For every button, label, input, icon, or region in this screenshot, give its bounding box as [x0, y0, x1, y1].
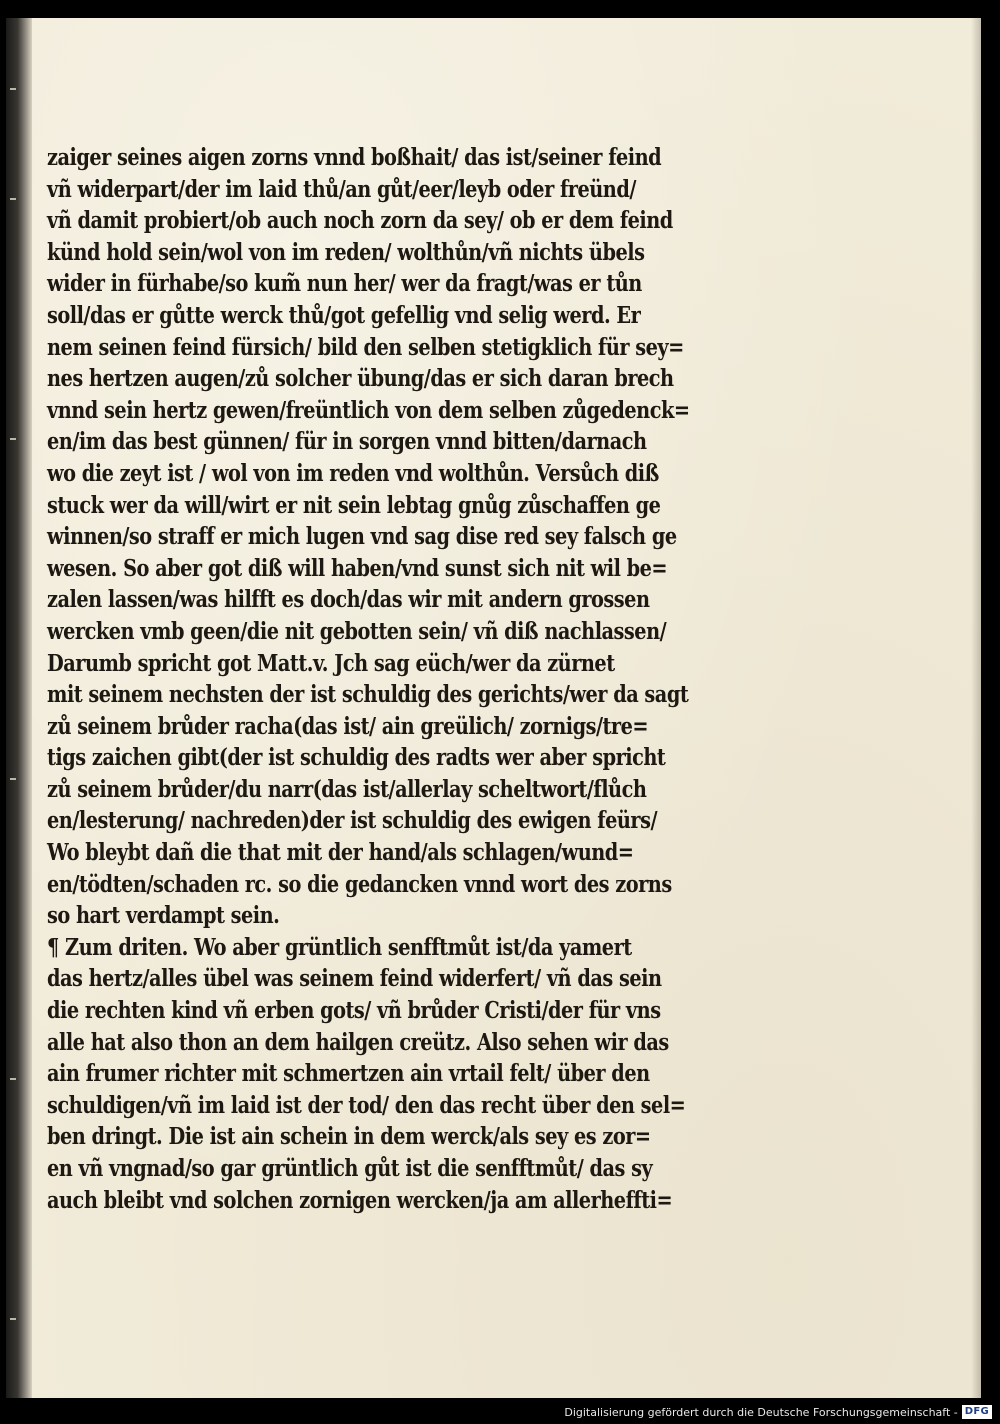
text-line: nes hertzen augen/zů solcher übung/das er sich daran brech: [47, 365, 674, 393]
text-line: ben dringt. Die ist ain schein in dem werck/als sey es zor=: [47, 1123, 651, 1151]
page-edge-shadow: [971, 18, 981, 1398]
text-line: künd hold sein/wol von im reden/ wolthůn/vñ nichts übels: [47, 238, 645, 266]
text-line: das hertz/alles übel was seinem feind widerfert/ vñ das sein: [47, 965, 662, 993]
text-line: schuldigen/vñ im laid ist der tod/ den das recht über den sel=: [47, 1091, 686, 1119]
text-line: winnen/so straff er mich lugen vnd sag dise red sey falsch ge: [47, 523, 677, 551]
text-line: zů seinem brůder/du narr(das ist/allerlay scheltwort/flůch: [47, 775, 647, 803]
funding-notice: Digitalisierung gefördert durch die Deutsche Forschungsgemeinschaft -: [564, 1405, 958, 1419]
text-line: zaiger seines aigen zorns vnnd boßhait/ das ist/seiner feind: [47, 144, 662, 171]
text-line: wider in fürhabe/so kum̃ nun her/ wer da fragt/was er tůn: [47, 270, 642, 298]
text-line: so hart verdampt sein.: [47, 902, 280, 930]
gutter-speck: [10, 88, 16, 90]
footer: [564, 1404, 992, 1420]
text-line: en/tödten/schaden rc. so die gedancken vnnd wort des zorns: [47, 870, 672, 898]
gutter-speck: [10, 438, 16, 440]
text-line: vnnd sein hertz gewen/freüntlich von dem selben zůgedenck=: [47, 396, 690, 424]
text-line: mit seinem nechsten der ist schuldig des gerichts/wer da sagt: [47, 681, 689, 709]
text-line: auch bleibt vnd solchen zornigen wercken/ja am allerheffti=: [47, 1186, 673, 1214]
text-line: zalen lassen/was hilfft es doch/das wir mit andern grossen: [47, 586, 650, 614]
text-line: ¶ Zum driten. Wo aber grüntlich senfftmůt ist/da yamert: [47, 933, 632, 961]
gutter-speck: [10, 1078, 16, 1080]
text-line: en/lesterung/ nachreden)der ist schuldig des ewigen feürs/: [47, 807, 658, 835]
text-line: en vñ vngnad/so gar grüntlich gůt ist die senfftmůt/ das sy: [47, 1155, 653, 1182]
text-line: ain frumer richter mit schmertzen ain vrtail felt/ über den: [47, 1060, 650, 1088]
dfg-logo: DFG: [962, 1405, 992, 1419]
text-line: Darumb spricht got Matt.v. Jch sag eüch/wer da zürnet: [47, 649, 615, 677]
text-line: tigs zaichen gibt(der ist schuldig des radts wer aber spricht: [47, 744, 666, 772]
text-line: wesen. So aber got diß will haben/vnd sunst sich nit wil be=: [47, 554, 668, 582]
text-line: vñ widerpart/der im laid thů/an gůt/eer/leyb oder freünd/: [47, 175, 636, 203]
text-line: stuck wer da will/wirt er nit sein lebtag gnůg zůschaffen ge: [47, 491, 661, 519]
gutter-speck: [10, 778, 16, 780]
gutter-speck: [10, 198, 16, 200]
text-line: Wo bleybt dañ die that mit der hand/als schlagen/wund=: [47, 839, 634, 867]
text-line: soll/das er gůtte werck thů/got gefellig vnd selig werd. Er: [47, 301, 641, 329]
text-line: en/im das best günnen/ für in sorgen vnnd bitten/darnach: [47, 428, 647, 456]
text-line: alle hat also thon an dem hailgen creütz. Also sehen wir das: [47, 1028, 669, 1056]
text-line: wo die zeyt ist / wol von im reden vnd wolthůn. Versůch diß: [47, 459, 659, 487]
gutter-speck: [10, 1318, 16, 1320]
text-line: zů seinem brůder racha(das ist/ ain greülich/ zornigs/tre=: [47, 712, 649, 740]
text-line: vñ damit probiert/ob auch noch zorn da sey/ ob er dem feind: [47, 207, 673, 235]
text-line: nem seinen feind fürsich/ bild den selben stetigklich für sey=: [47, 333, 684, 361]
text-line: wercken vmb geen/die nit gebotten sein/ vñ diß nachlassen/: [47, 617, 667, 645]
body-text: [47, 142, 767, 1216]
book-page: [6, 18, 981, 1398]
text-line: die rechten kind vñ erben gots/ vñ brůder Cristi/der für vns: [47, 997, 661, 1025]
page-gutter: [6, 18, 32, 1398]
